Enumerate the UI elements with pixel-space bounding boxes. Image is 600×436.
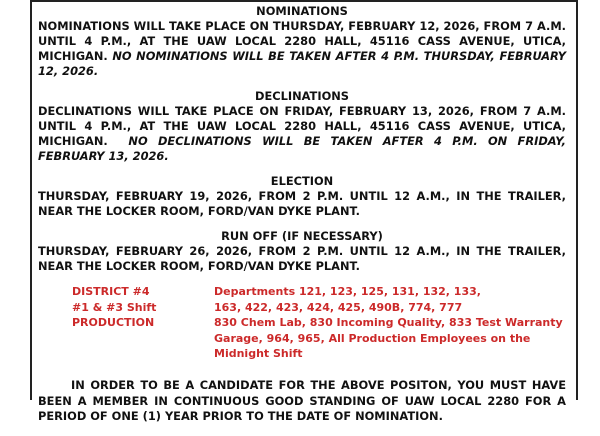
runoff-heading: RUN OFF (IF NECESSARY) <box>221 229 383 243</box>
page-border-right <box>576 0 578 400</box>
district-detail-line: 163, 422, 423, 424, 425, 490B, 774, 777 <box>214 300 463 314</box>
page-border-left <box>30 0 32 400</box>
election-body: THURSDAY, FEBRUARY 19, 2026, FROM 2 P.M. UNTIL 12 A.M., IN THE TRAILER, NEAR THE LOCKER ROOM, FORD/VAN DYKE PLANT. <box>38 189 566 218</box>
nominations-note: NO NOMINATIONS WILL BE TAKEN AFTER 4 P.M. THURSDAY, FEBRUARY 12, 2026. <box>38 49 567 78</box>
district-label: DISTRICT #4 <box>72 285 150 298</box>
declinations-body <box>38 104 566 164</box>
production-label: PRODUCTION <box>72 316 155 329</box>
district-detail-line: 830 Chem Lab, 830 Incoming Quality, 833 Test Warranty Garage, 964, 965, All Production Employees on the Midnight Shift <box>214 316 563 360</box>
nominations-heading: NOMINATIONS <box>256 4 348 18</box>
page-border-top <box>30 0 578 2</box>
nominations-section <box>38 4 566 79</box>
district-detail-line: Departments 121, 123, 125, 131, 132, 133, <box>214 285 481 298</box>
declinations-body-text: DECLINATIONS WILL TAKE PLACE ON FRIDAY, FEBRUARY 13, 2026, FROM 7 A.M. UNTIL 4 P.M., AT THE UAW LOCAL 2280 HALL, 45116 CASS AVENUE, UTICA, MICHIGAN. <box>38 104 566 148</box>
notice-content <box>38 4 566 436</box>
runoff-section <box>38 229 566 274</box>
declinations-section <box>38 89 566 164</box>
district-details <box>214 284 564 362</box>
nominations-body-text: NOMINATIONS WILL TAKE PLACE ON THURSDAY, FEBRUARY 12, 2026, FROM 7 A.M. UNTIL 4 P.M., AT THE UAW LOCAL 2280 HALL, 45116 CASS AVENUE, UTICA, MICHIGAN. <box>38 19 566 63</box>
election-section <box>38 174 566 219</box>
declinations-note: NO DECLINATIONS WILL BE TAKEN AFTER 4 P.M. ON FRIDAY, FEBRUARY 13, 2026. <box>38 134 566 163</box>
district-block <box>38 284 566 362</box>
shift-label: #1 & #3 Shift <box>72 300 157 314</box>
district-labels <box>72 284 202 331</box>
election-heading: ELECTION <box>270 174 334 188</box>
runoff-body: THURSDAY, FEBRUARY 26, 2026, FROM 2 P.M. UNTIL 12 A.M., IN THE TRAILER, NEAR THE LOCKER ROOM, FORD/VAN DYKE PLANT. <box>38 244 566 273</box>
nominations-body <box>38 19 566 79</box>
eligibility-statement: IN ORDER TO BE A CANDIDATE FOR THE ABOVE POSITON, YOU MUST HAVE BEEN A MEMBER IN CONTINUOUS GOOD STANDING OF UAW LOCAL 2280 FOR A PERIOD OF ONE (1) YEAR PRIOR TO THE DATE OF NOMINATION. <box>38 378 566 423</box>
declinations-heading: DECLINATIONS <box>255 89 349 103</box>
